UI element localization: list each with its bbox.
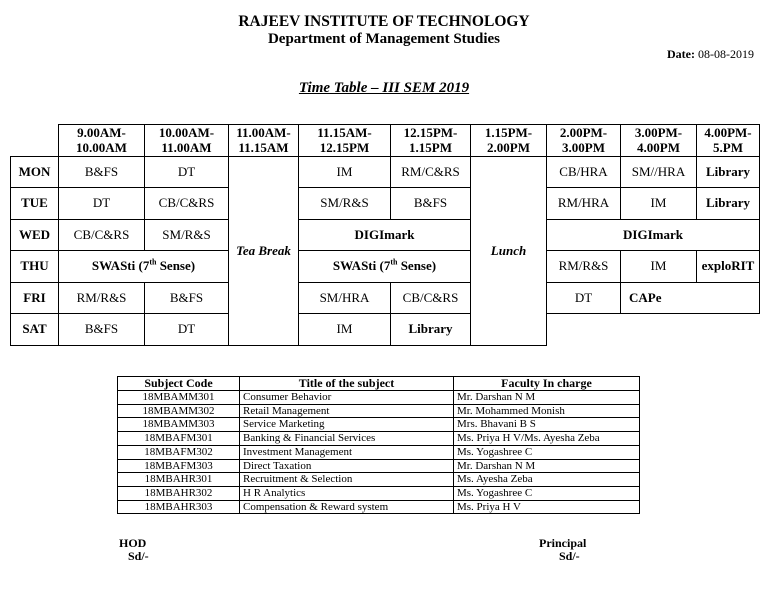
time-slot-6: 1.15PM- 2.00PM bbox=[471, 125, 547, 157]
subject-title: Recruitment & Selection bbox=[240, 473, 454, 487]
class-cell: IM bbox=[621, 188, 697, 220]
row-mon bbox=[11, 156, 760, 188]
class-cell: SWASti (7th Sense) bbox=[299, 251, 471, 283]
time-slot-1: 9.00AM- 10.00AM bbox=[59, 125, 145, 157]
faculty: Mr. Darshan N M bbox=[454, 391, 640, 405]
row-wed bbox=[11, 219, 760, 251]
corner-cell bbox=[11, 125, 59, 157]
subject-title: Service Marketing bbox=[240, 418, 454, 432]
class-cell: RM/C&RS bbox=[391, 156, 471, 188]
class-cell: SWASti (7th Sense) bbox=[59, 251, 229, 283]
row-fri bbox=[11, 282, 760, 314]
department-name: Department of Management Studies bbox=[267, 31, 501, 47]
subject-title: Investment Management bbox=[240, 445, 454, 459]
day-label: SAT bbox=[11, 314, 59, 346]
faculty: Mrs. Bhavani B S bbox=[454, 418, 640, 432]
class-cell: CB/C&RS bbox=[59, 219, 145, 251]
subject-code: 18MBAHR302 bbox=[118, 486, 240, 500]
time-slot-3: 11.00AM- 11.15AM bbox=[229, 125, 299, 157]
class-cell: CAPe bbox=[621, 282, 760, 314]
table-row bbox=[118, 404, 640, 418]
class-cell: SM//HRA bbox=[621, 156, 697, 188]
faculty: Ms. Ayesha Zeba bbox=[454, 473, 640, 487]
class-cell: B&FS bbox=[59, 314, 145, 346]
column-header: Faculty In charge bbox=[454, 377, 640, 391]
table-row bbox=[118, 418, 640, 432]
table-row bbox=[118, 432, 640, 446]
row-sat bbox=[11, 314, 760, 346]
class-cell: B&FS bbox=[145, 282, 229, 314]
subject-code: 18MBAMM303 bbox=[118, 418, 240, 432]
hod-sign: Sd/- bbox=[128, 549, 149, 563]
class-cell: SM/R&S bbox=[299, 188, 391, 220]
day-label: MON bbox=[11, 156, 59, 188]
row-thu bbox=[11, 251, 760, 283]
class-cell: SM/HRA bbox=[299, 282, 391, 314]
table-row bbox=[118, 459, 640, 473]
subject-code: 18MBAHR301 bbox=[118, 473, 240, 487]
faculty: Ms. Yogashree C bbox=[454, 486, 640, 500]
date-label: Date: bbox=[667, 47, 695, 61]
class-cell: DT bbox=[145, 314, 229, 346]
faculty: Mr. Darshan N M bbox=[454, 459, 640, 473]
day-label: WED bbox=[11, 219, 59, 251]
hod-title: HOD bbox=[119, 536, 147, 550]
column-header: Title of the subject bbox=[240, 377, 454, 391]
time-slot-9: 4.00PM- 5.PM bbox=[697, 125, 760, 157]
class-cell: Library bbox=[697, 188, 760, 220]
class-cell: IM bbox=[621, 251, 697, 283]
column-header: Subject Code bbox=[118, 377, 240, 391]
class-cell: RM/R&S bbox=[59, 282, 145, 314]
time-slot-4: 11.15AM- 12.15PM bbox=[299, 125, 391, 157]
class-cell: DT bbox=[59, 188, 145, 220]
time-slot-2: 10.00AM- 11.00AM bbox=[145, 125, 229, 157]
class-cell: Library bbox=[391, 314, 471, 346]
date-value: 08-08-2019 bbox=[698, 47, 754, 61]
subject-code: 18MBAFM303 bbox=[118, 459, 240, 473]
subject-title: Compensation & Reward system bbox=[240, 500, 454, 514]
institute-name: RAJEEV INSTITUTE OF TECHNOLOGY bbox=[238, 13, 530, 30]
date-line bbox=[667, 47, 754, 62]
class-cell: DIGImark bbox=[547, 219, 760, 251]
class-cell: DT bbox=[145, 156, 229, 188]
class-cell: RM/R&S bbox=[547, 251, 621, 283]
subject-code: 18MBAMM302 bbox=[118, 404, 240, 418]
faculty: Ms. Yogashree C bbox=[454, 445, 640, 459]
subject-table-header bbox=[118, 377, 640, 391]
class-cell: CB/C&RS bbox=[145, 188, 229, 220]
day-label: FRI bbox=[11, 282, 59, 314]
table-row bbox=[118, 500, 640, 514]
subject-title: Consumer Behavior bbox=[240, 391, 454, 405]
subject-code: 18MBAMM301 bbox=[118, 391, 240, 405]
class-cell: DIGImark bbox=[299, 219, 471, 251]
table-row bbox=[118, 391, 640, 405]
faculty: Ms. Priya H V bbox=[454, 500, 640, 514]
table-row bbox=[118, 486, 640, 500]
hod-signature bbox=[119, 537, 149, 563]
principal-signature bbox=[539, 537, 586, 563]
subject-table bbox=[117, 376, 640, 514]
class-cell: SM/R&S bbox=[145, 219, 229, 251]
faculty: Ms. Priya H V/Ms. Ayesha Zeba bbox=[454, 432, 640, 446]
tea-break-cell: Tea Break bbox=[229, 156, 299, 345]
row-tue bbox=[11, 188, 760, 220]
table-row bbox=[118, 445, 640, 459]
time-slot-7: 2.00PM- 3.00PM bbox=[547, 125, 621, 157]
subject-title: H R Analytics bbox=[240, 486, 454, 500]
subject-code: 18MBAFM301 bbox=[118, 432, 240, 446]
principal-sign: Sd/- bbox=[559, 549, 580, 563]
subject-title: Direct Taxation bbox=[240, 459, 454, 473]
class-cell: IM bbox=[299, 156, 391, 188]
class-cell: B&FS bbox=[391, 188, 471, 220]
principal-title: Principal bbox=[539, 536, 587, 550]
class-cell: RM/HRA bbox=[547, 188, 621, 220]
table-row bbox=[118, 473, 640, 487]
timetable bbox=[10, 124, 760, 346]
class-cell: CB/HRA bbox=[547, 156, 621, 188]
timetable-title: Time Table – III SEM 2019 bbox=[298, 80, 470, 96]
day-label: TUE bbox=[11, 188, 59, 220]
class-cell: DT bbox=[547, 282, 621, 314]
faculty: Mr. Mohammed Monish bbox=[454, 404, 640, 418]
class-cell: IM bbox=[299, 314, 391, 346]
subject-title: Retail Management bbox=[240, 404, 454, 418]
subject-title: Banking & Financial Services bbox=[240, 432, 454, 446]
time-slot-5: 12.15PM- 1.15PM bbox=[391, 125, 471, 157]
lunch-cell: Lunch bbox=[471, 156, 547, 345]
class-cell: CB/C&RS bbox=[391, 282, 471, 314]
time-slot-8: 3.00PM- 4.00PM bbox=[621, 125, 697, 157]
subject-code: 18MBAFM302 bbox=[118, 445, 240, 459]
timetable-header-row bbox=[11, 125, 760, 157]
class-cell: exploRIT bbox=[697, 251, 760, 283]
day-label: THU bbox=[11, 251, 59, 283]
class-cell: Library bbox=[697, 156, 760, 188]
subject-code: 18MBAHR303 bbox=[118, 500, 240, 514]
class-cell: B&FS bbox=[59, 156, 145, 188]
